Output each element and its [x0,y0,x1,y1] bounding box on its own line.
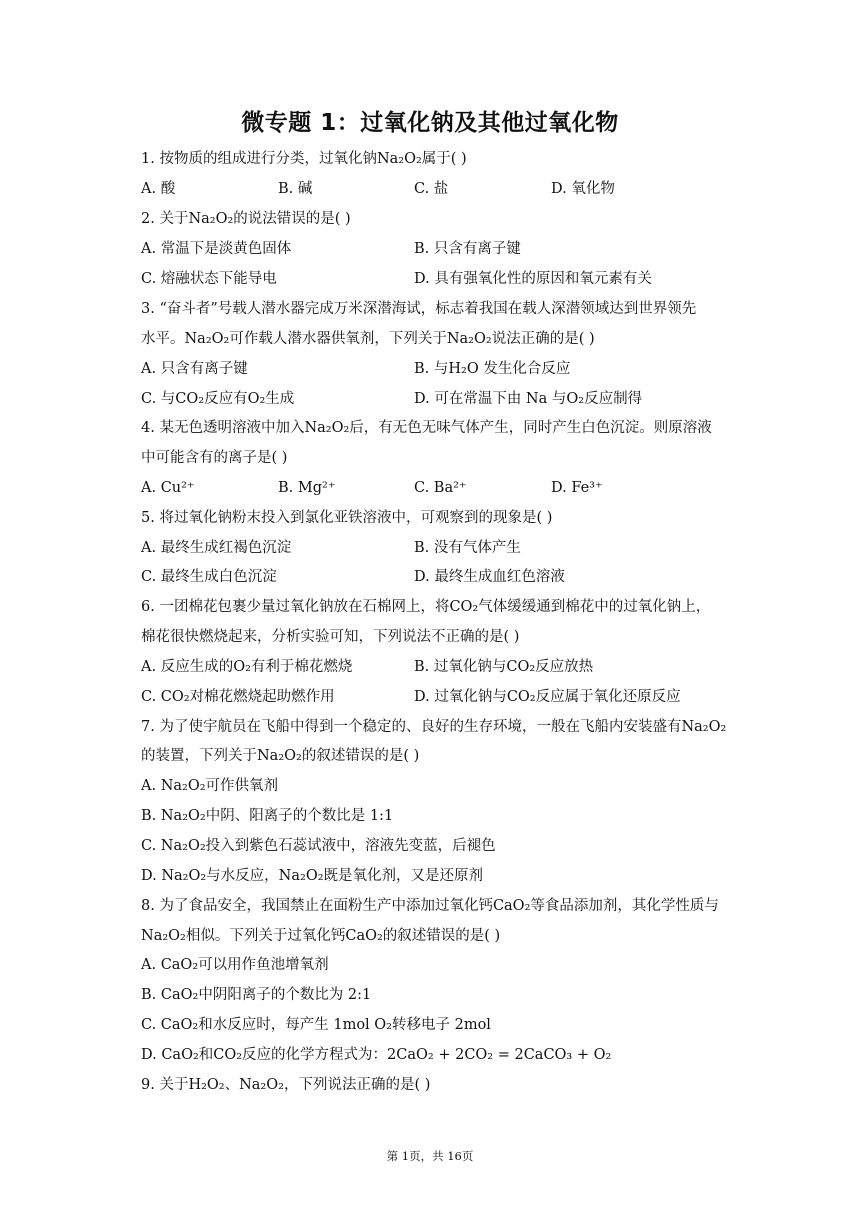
question-3-option-b: B. 与H₂O 发生化合反应 [414,361,571,377]
question-4-option-d: D. Fe³⁺ [551,480,603,496]
page-title: 微专题 1：过氧化钠及其他过氧化物 [241,110,619,136]
question-4-option-b: B. Mg²⁺ [278,480,336,496]
question-3-option-c: C. 与CO₂反应有O₂生成 [141,391,295,407]
question-3-option-d: D. 可在常温下由 Na 与O₂反应制得 [414,391,643,407]
question-2-option-b: B. 只含有离子键 [414,241,521,257]
question-8-option-a: A. CaO₂可以用作鱼池增氧剂 [141,957,329,973]
question-6-stem-line-2: 棉花很快燃烧起来，分析实验可知，下列说法不正确的是( ) [141,629,520,645]
question-3-option-a: A. 只含有离子键 [141,361,248,377]
question-5-option-a: A. 最终生成红褐色沉淀 [141,540,292,556]
question-6-option-a: A. 反应生成的O₂有利于棉花燃烧 [141,659,353,675]
question-2-stem: 2. 关于Na₂O₂的说法错误的是( ) [141,211,351,227]
question-5-option-b: B. 没有气体产生 [414,540,521,556]
question-4-stem-line-2: 中可能含有的离子是( ) [141,450,288,466]
question-5-stem: 5. 将过氧化钠粉末投入到氯化亚铁溶液中，可观察到的现象是( ) [141,510,553,526]
question-1-option-b: B. 碱 [278,181,313,197]
question-3-stem-line-1: 3. “奋斗者”号载人潜水器完成万米深潜海试，标志着我国在载人深潜领域达到世界领先 [141,301,697,317]
question-4-option-c: C. Ba²⁺ [414,480,467,496]
question-6-stem-line-1: 6. 一团棉花包裹少量过氧化钠放在石棉网上，将CO₂气体缓缓通到棉花中的过氧化钠上， [141,599,711,615]
question-1-option-c: C. 盐 [414,181,449,197]
question-6-option-c: C. CO₂对棉花燃烧起助燃作用 [141,689,335,705]
question-8-stem-line-2: Na₂O₂相似。下列关于过氧化钙CaO₂的叙述错误的是( ) [141,928,501,944]
page-footer: 第 1页，共 16页 [386,1149,474,1163]
question-3-stem-line-2: 水平。Na₂O₂可作载人潜水器供氧剂，下列关于Na₂O₂说法正确的是( ) [141,331,595,347]
question-1-stem: 1. 按物质的组成进行分类，过氧化钠Na₂O₂属于( ) [141,151,467,167]
question-7-option-d: D. Na₂O₂与水反应，Na₂O₂既是氧化剂，又是还原剂 [141,868,484,884]
question-8-option-d: D. CaO₂和CO₂反应的化学方程式为：2CaO₂ + 2CO₂ = 2CaCO₃ + O₂ [141,1047,612,1063]
question-6-option-b: B. 过氧化钠与CO₂反应放热 [414,659,594,675]
question-9-stem: 9. 关于H₂O₂、Na₂O₂，下列说法正确的是( ) [141,1077,431,1093]
question-8-stem-line-1: 8. 为了食品安全，我国禁止在面粉生产中添加过氧化钙CaO₂等食品添加剂，其化学性质与 [141,898,719,914]
question-5-option-c: C. 最终生成白色沉淀 [141,569,277,585]
question-7-option-c: C. Na₂O₂投入到紫色石蕊试液中，溶液先变蓝，后褪色 [141,838,496,854]
question-2-option-d: D. 具有强氧化性的原因和氧元素有关 [414,271,652,287]
question-7-stem-line-2: 的装置，下列关于Na₂O₂的叙述错误的是( ) [141,748,420,764]
question-2-option-c: C. 熔融状态下能导电 [141,271,277,287]
question-7-option-b: B. Na₂O₂中阴、阳离子的个数比是 1:1 [141,808,394,824]
question-8-option-c: C. CaO₂和水反应时，每产生 1mol O₂转移电子 2mol [141,1017,491,1033]
question-7-option-a: A. Na₂O₂可作供氧剂 [141,778,279,794]
question-4-stem-line-1: 4. 某无色透明溶液中加入Na₂O₂后，有无色无味气体产生，同时产生白色沉淀。则原溶液 [141,420,712,436]
question-4-option-a: A. Cu²⁺ [141,480,195,496]
question-5-option-d: D. 最终生成血红色溶液 [414,569,565,585]
question-8-option-b: B. CaO₂中阴阳离子的个数比为 2:1 [141,987,372,1003]
question-6-option-d: D. 过氧化钠与CO₂反应属于氧化还原反应 [414,689,681,705]
question-1-option-a: A. 酸 [141,181,176,197]
question-7-stem-line-1: 7. 为了使宇航员在飞船中得到一个稳定的、良好的生存环境，一般在飞船内安装盛有Na₂O₂ [141,719,727,735]
question-1-option-d: D. 氧化物 [551,181,615,197]
question-2-option-a: A. 常温下是淡黄色固体 [141,241,292,257]
